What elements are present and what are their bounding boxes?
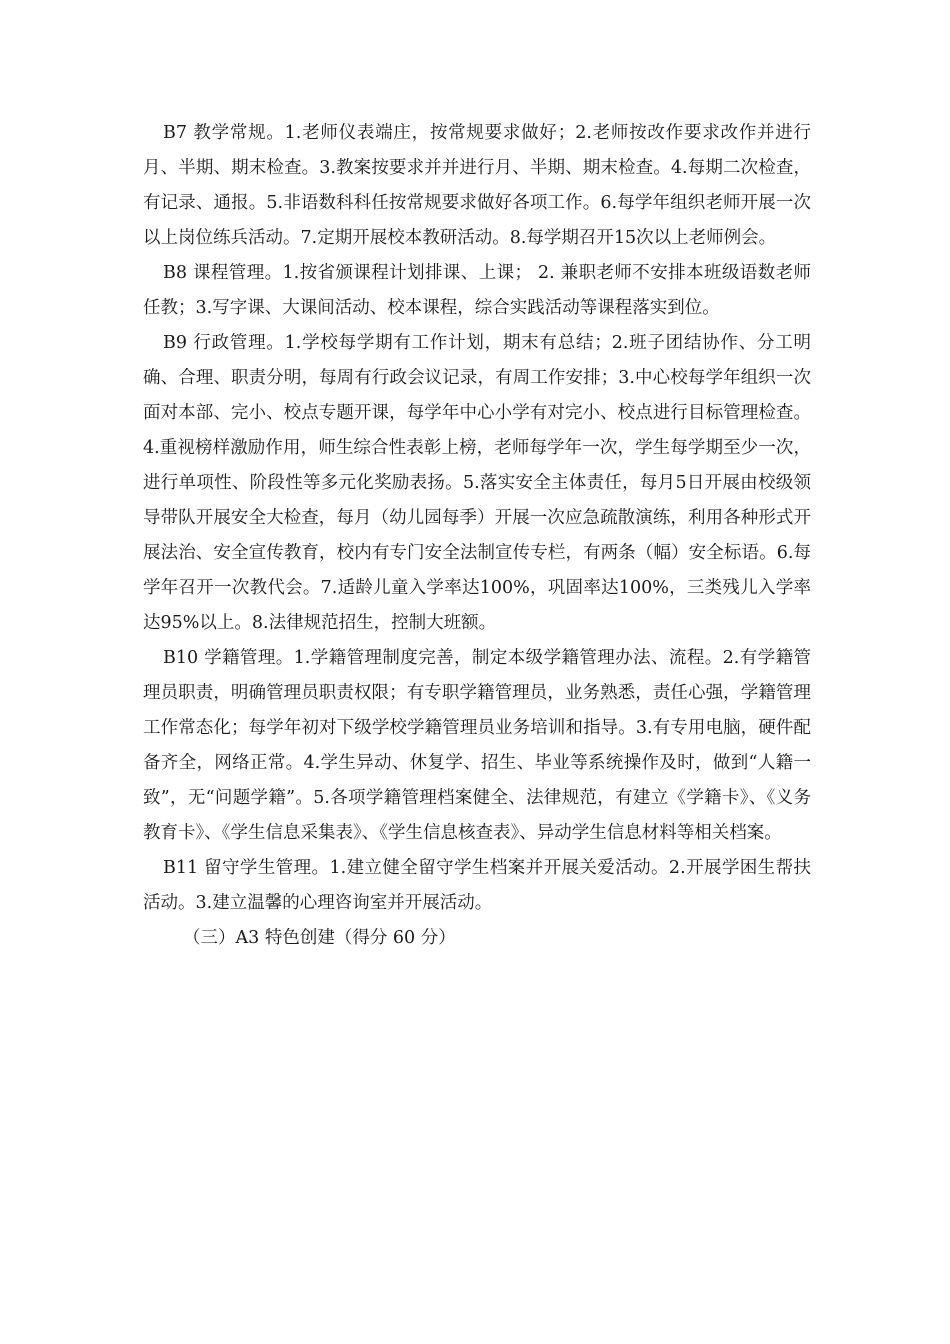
paragraph-b8-curriculum-management: B8 课程管理。1.按省颁课程计划排课、上课； 2. 兼职老师不安排本班级语数老师任教；3.写字课、大课间活动、校本课程，综合实践活动等课程落实到位。 (143, 263, 811, 318)
section-heading-a3: （三）A3 特色创建（得分 60 分） (183, 928, 456, 948)
paragraph-b11-left-behind-student-management: B11 留守学生管理。1.建立健全留守学生档案并开展关爱活动。2.开展学困生帮扶活动。3.建立温馨的心理咨询室并开展活动。 (143, 858, 811, 913)
document-body (143, 116, 811, 956)
paragraph-b10-student-registry-management: B10 学籍管理。1.学籍管理制度完善，制定本级学籍管理办法、流程。2.有学籍管理员职责，明确管理员职责权限；有专职学籍管理员，业务熟悉，责任心强，学籍管理工作常态化；每学年初对下级学校学籍管理员业务培训和指导。3.有专用电脑，硬件配备齐全，网络正常。4.学生异动、休复学、招生、毕业等系统操作及时，做到“人籍一致”，无“问题学籍”。5.各项学籍管理档案健全、法律规范，有建立《学籍卡》、《义务教育卡》、《学生信息采集表》、《学生信息核查表》、异动学生信息材料等相关档案。 (143, 648, 811, 843)
paragraph-b9-administrative-management: B9 行政管理。1.学校每学期有工作计划，期末有总结；2.班子团结协作、分工明确、合理、职责分明，每周有行政会议记录，有周工作安排；3.中心校每学年组织一次面对本部、完小、校点专题开课，每学年中心小学有对完小、校点进行目标管理检查。4.重视榜样激励作用，师生综合性表彰上榜，老师每学年一次，学生每学期至少一次，进行单项性、阶段性等多元化奖励表扬。5.落实安全主体责任，每月5日开展由校级领导带队开展安全大检查，每月（幼儿园每季）开展一次应急疏散演练，利用各种形式开展法治、安全宣传教育，校内有专门安全法制宣传专栏，有两条（幅）安全标语。6.每学年召开一次教代会。7.适龄儿童入学率达100%，巩固率达100%，三类残儿入学率达95%以上。8.法律规范招生，控制大班额。 (143, 333, 811, 633)
paragraph-b7-teaching-routine: B7 教学常规。1.老师仪表端庄，按常规要求做好；2.老师按改作要求改作并进行月、半期、期末检查。3.教案按要求并并进行月、半期、期末检查。4.每期二次检查，有记录、通报。5.非语数科科任按常规要求做好各项工作。6.每学年组织老师开展一次以上岗位练兵活动。7.定期开展校本教研活动。8.每学期召开15次以上老师例会。 (143, 123, 811, 248)
